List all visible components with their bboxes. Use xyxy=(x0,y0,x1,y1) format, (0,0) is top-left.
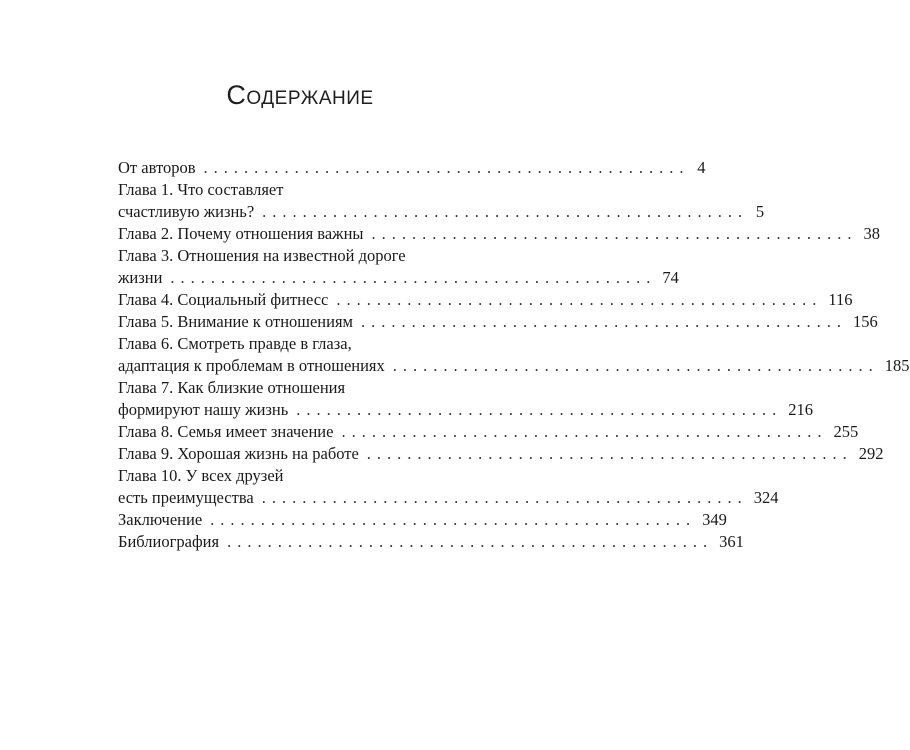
toc-page-number: 116 xyxy=(828,290,853,309)
toc-entry-chapter-3[interactable] xyxy=(118,245,679,289)
toc-entry-chapter-5[interactable] xyxy=(118,311,878,333)
toc-entry-chapter-8[interactable] xyxy=(118,421,859,443)
toc-page-number: 324 xyxy=(753,488,779,507)
toc-entry-title: Глава 6. Смотреть правде в глаза, xyxy=(118,334,352,353)
toc-entry-title: Глава 7. Как близкие отношения xyxy=(118,378,346,397)
toc-entry-title: Глава 2. Почему отношения важны xyxy=(118,224,364,243)
toc-entry-chapter-9[interactable] xyxy=(118,443,884,465)
toc-page-number: 5 xyxy=(755,202,765,221)
toc-entry-title: Глава 5. Внимание к отношениям xyxy=(118,312,353,331)
toc-page-number: 292 xyxy=(858,444,884,463)
toc-page-number: 156 xyxy=(853,312,878,331)
toc-entry-title: Глава 1. Что составляет xyxy=(118,180,284,199)
toc-page-number: 4 xyxy=(697,158,706,177)
toc-entry-chapter-10[interactable] xyxy=(118,465,779,509)
toc-entry-chapter-2[interactable] xyxy=(118,223,880,245)
leader-dots: ................................................ xyxy=(170,268,657,287)
toc-page-number: 349 xyxy=(702,510,727,529)
leader-dots: ................................................ xyxy=(361,312,847,331)
table-of-contents xyxy=(118,157,910,553)
toc-page-number: 38 xyxy=(863,224,880,243)
toc-entry-title-cont: формируют нашу жизнь xyxy=(118,400,289,419)
toc-page-number: 255 xyxy=(833,422,859,441)
toc-entry-title-cont: счастливую жизнь? xyxy=(118,202,255,221)
toc-entry-title-cont: есть преимущества xyxy=(118,488,254,507)
toc-entry-conclusion[interactable] xyxy=(118,509,727,531)
toc-entry-title-cont: жизни xyxy=(118,268,163,287)
toc-page-number: 216 xyxy=(788,400,814,419)
toc-entry-chapter-6[interactable] xyxy=(118,333,910,377)
leader-dots: ................................................ xyxy=(296,400,783,419)
leader-dots: ................................................ xyxy=(366,444,853,463)
toc-entry-from-authors[interactable] xyxy=(118,157,706,179)
leader-dots: ................................................ xyxy=(371,224,858,243)
toc-entry-title: Библиография xyxy=(118,532,220,551)
toc-entry-title: Глава 8. Семья имеет значение xyxy=(118,422,334,441)
toc-entry-chapter-4[interactable] xyxy=(118,289,853,311)
page-title: Содержание xyxy=(226,80,374,110)
leader-dots: ................................................ xyxy=(261,488,748,507)
toc-page-number: 185 xyxy=(884,356,910,375)
toc-entry-title: Глава 4. Социальный фитнесс xyxy=(118,290,329,309)
toc-entry-title: От авторов xyxy=(118,158,196,177)
leader-dots: ................................................ xyxy=(262,202,749,221)
leader-dots: ................................................ xyxy=(341,422,828,441)
toc-entry-chapter-7[interactable] xyxy=(118,377,814,421)
toc-entry-title: Глава 10. У всех друзей xyxy=(118,466,284,485)
toc-entry-bibliography[interactable] xyxy=(118,531,744,553)
leader-dots: ................................................ xyxy=(392,356,879,375)
leader-dots: ................................................ xyxy=(336,290,823,309)
leader-dots: ................................................ xyxy=(203,158,690,177)
toc-entry-title-cont: адаптация к проблемам в отношениях xyxy=(118,356,385,375)
toc-page-number: 74 xyxy=(662,268,679,287)
toc-entry-title: Заключение xyxy=(118,510,203,529)
toc-entry-chapter-1[interactable] xyxy=(118,179,765,223)
toc-page-number: 361 xyxy=(719,532,744,551)
leader-dots: ................................................ xyxy=(227,532,714,551)
toc-entry-title: Глава 3. Отношения на известной дороге xyxy=(118,246,406,265)
leader-dots: ................................................ xyxy=(210,510,697,529)
toc-entry-title: Глава 9. Хорошая жизнь на работе xyxy=(118,444,359,463)
